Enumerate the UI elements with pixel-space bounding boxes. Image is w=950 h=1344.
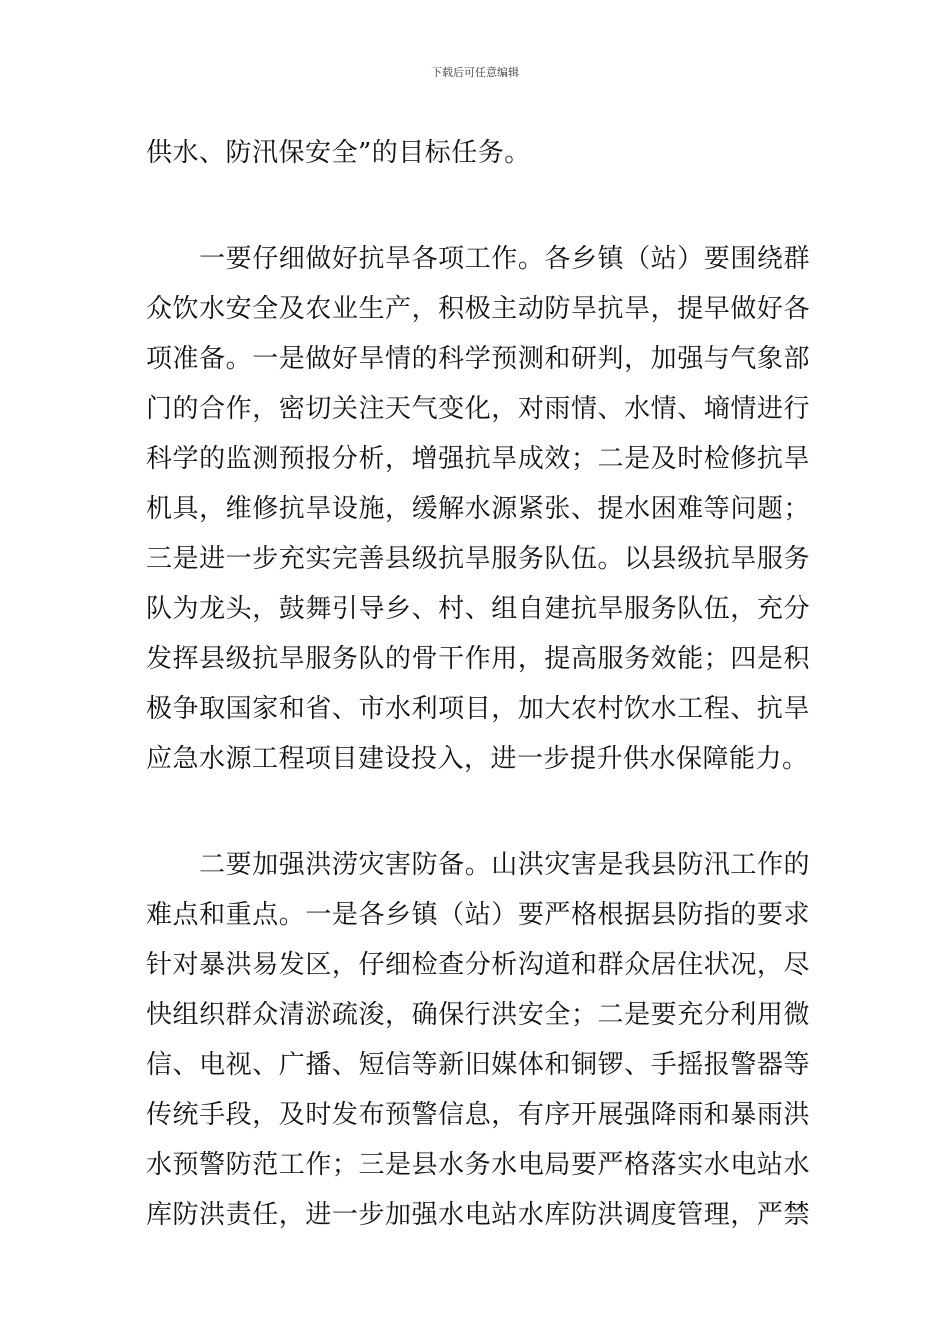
paragraph-line: 库防洪责任，进一步加强水电站水库防洪调度管理，严禁 (146, 1200, 810, 1230)
paragraph-line: 发挥县级抗旱服务队的骨干作用，提高服务效能；四是积 (146, 644, 810, 674)
paragraph-1 (146, 128, 810, 178)
paragraph-line: 传统手段，及时发布预警信息，有序开展强降雨和暴雨洪 (146, 1100, 810, 1130)
paragraph-line: 供水、防汛保安全”的目标任务。 (146, 138, 531, 168)
header-note: 下载后可任意编辑 (431, 66, 519, 79)
document-body (146, 128, 810, 1240)
paragraph-line: 众饮水安全及农业生产，积极主动防旱抗旱，提早做好各 (146, 294, 810, 324)
paragraph-line: 门的合作，密切关注天气变化，对雨情、水情、墒情进行 (146, 394, 810, 424)
paragraph-line: 一要仔细做好抗旱各项工作。各乡镇（站）要围绕群 (146, 244, 810, 274)
paragraph-line: 信、电视、广播、短信等新旧媒体和铜锣、手摇报警器等 (146, 1050, 810, 1080)
paragraph-line: 水预警防范工作；三是县水务水电局要严格落实水电站水 (146, 1150, 810, 1180)
paragraph-line: 科学的监测预报分析，增强抗旱成效；二是及时检修抗旱 (146, 444, 810, 474)
paragraph-2 (146, 234, 810, 784)
paragraph-line: 快组织群众清淤疏浚，确保行洪安全；二是要充分利用微 (146, 1000, 810, 1030)
paragraph-line: 项准备。一是做好旱情的科学预测和研判，加强与气象部 (146, 344, 810, 374)
paragraph-line: 三是进一步充实完善县级抗旱服务队伍。以县级抗旱服务 (146, 544, 810, 574)
paragraph-line: 难点和重点。一是各乡镇（站）要严格根据县防指的要求 (146, 900, 810, 930)
paragraph-line: 机具，维修抗旱设施，缓解水源紧张、提水困难等问题； (146, 494, 810, 524)
paragraph-3 (146, 840, 810, 1240)
paragraph-line: 应急水源工程项目建设投入，进一步提升供水保障能力。 (146, 744, 809, 774)
paragraph-line: 针对暴洪易发区，仔细检查分析沟道和群众居住状况，尽 (146, 950, 810, 980)
paragraph-line: 二要加强洪涝灾害防备。山洪灾害是我县防汛工作的 (146, 850, 810, 880)
paragraph-line: 队为龙头，鼓舞引导乡、村、组自建抗旱服务队伍，充分 (146, 594, 810, 624)
paragraph-line: 极争取国家和省、市水利项目，加大农村饮水工程、抗旱 (146, 694, 810, 724)
